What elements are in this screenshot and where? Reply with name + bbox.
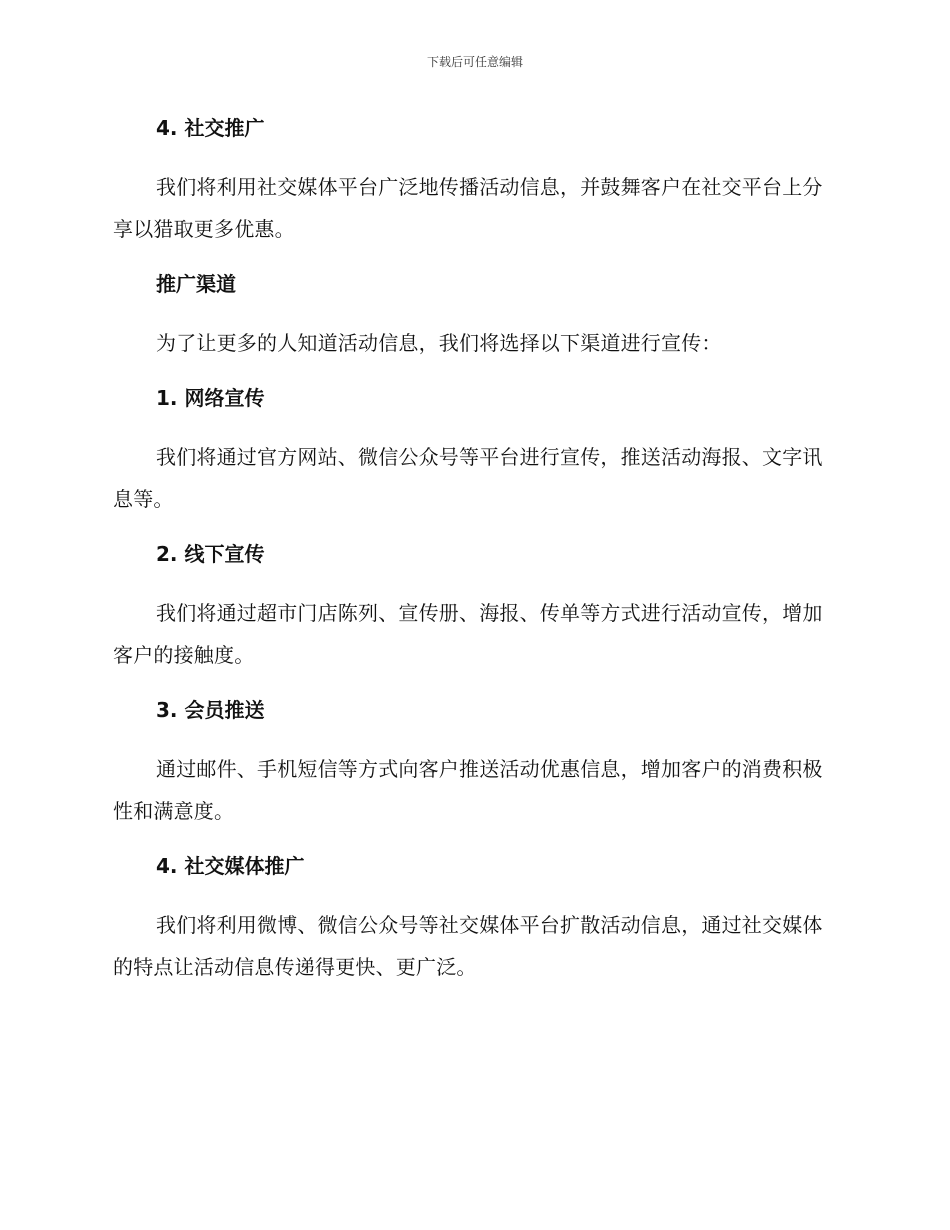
section-online-promotion <box>113 382 835 538</box>
section-paragraph: 我们将通过官方网站、微信公众号等平台进行宣传，推送活动海报、文字讯息等。 <box>113 445 823 511</box>
section-paragraph: 我们将通过超市门店陈列、宣传册、海报、传单等方式进行活动宣传，增加客户的接触度。 <box>113 601 823 667</box>
section-paragraph: 通过邮件、手机短信等方式向客户推送活动优惠信息，增加客户的消费积极性和满意度。 <box>113 757 823 823</box>
section-offline-promotion <box>113 538 835 694</box>
header-note: 下载后可任意编辑 <box>426 55 523 69</box>
section-social-promotion <box>113 112 835 268</box>
section-member-push <box>113 694 835 850</box>
section-heading: 推广渠道 <box>156 272 236 296</box>
section-paragraph: 我们将利用社交媒体平台广泛地传播活动信息，并鼓舞客户在社交平台上分享以猎取更多优惠。 <box>113 175 823 241</box>
section-paragraph: 我们将利用微博、微信公众号等社交媒体平台扩散活动信息，通过社交媒体的特点让活动信息传递得更快、更广泛。 <box>113 913 823 979</box>
section-heading: 2. 线下宣传 <box>156 542 265 566</box>
section-paragraph: 为了让更多的人知道活动信息，我们将选择以下渠道进行宣传： <box>156 331 722 355</box>
section-heading: 4. 社交媒体推广 <box>156 854 305 878</box>
section-heading: 4. 社交推广 <box>156 116 265 140</box>
section-heading: 1. 网络宣传 <box>156 386 265 410</box>
section-heading: 3. 会员推送 <box>156 698 265 722</box>
section-promotion-channels <box>113 268 835 382</box>
section-social-media-promotion <box>113 850 835 988</box>
document-body <box>113 112 835 988</box>
